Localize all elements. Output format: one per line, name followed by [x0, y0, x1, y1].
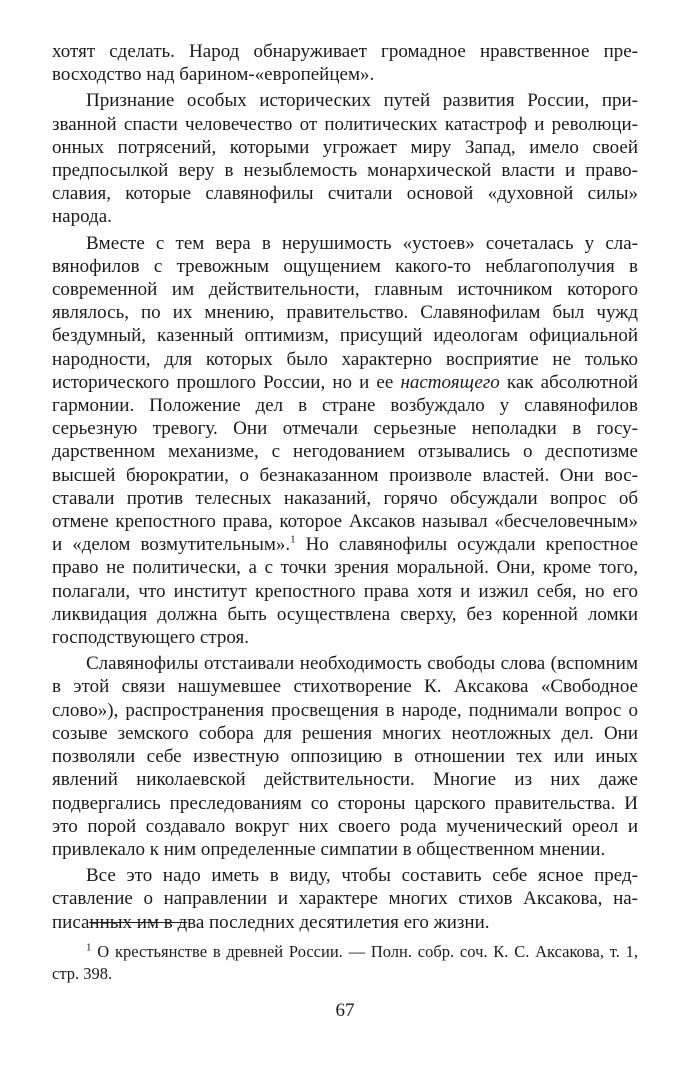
paragraph-3-text-a: Вместе с тем вера в нерушимость «устоев» сочеталась у славянофилов с тревожным ощущением какого-то неблагополучия в современной им действительности, главным источником которого являлось, по их мнению, правительство. Славянофилам был чужд бездумный, казенный оптимизм, присущий идеологам официальной народности, для которых было характерно восприятие не только исторического прошлого России, но и ее — [52, 232, 638, 393]
paragraph-3-text-c: Но славянофилы осуждали крепостное право не политически, а с точки зрения моральной. Они, кроме того, полагали, что институт крепостного права хотя и изжил себя, но его ликвидация должна быть осуществлена сверху, без коренной ломки господствующего строя. — [52, 534, 639, 649]
paragraph-2-text: Признание особых исторических путей развития России, призванной спасти человечество от политических катастроф и революционных потрясений, которыми угрожает миру Запад, имело своей предпосылкой веру в незыблемость монархической власти и православия, которые славянофилы считали основой «духовной силы» народа. — [52, 90, 638, 228]
page-number: 67 — [335, 1000, 355, 1021]
footnote — [52, 941, 638, 985]
footnote-text: О крестьянстве в древней России. — Полн. собр. соч. К. С. Аксакова, т. 1, стр. 398. — [52, 942, 638, 983]
paragraph-3-text-b: как абсолютной гармонии. Положение дел в стране возбуждало у славянофилов серьезную тревогу. Они отмечали серьезные неполадки в государственном механизме, с негодованием отзывались о деспотизме высшей бюрократии, о безнаказанном произволе властей. Они восставали против телесных наказаний, горячо обсуждали вопрос об отмене крепостного права, которое Аксаков называл «бесчеловечным» и «делом возмутительным». — [52, 371, 638, 556]
footnote-marker: 1 — [86, 941, 92, 954]
paragraph-2 — [52, 89, 638, 228]
paragraph-5-text: Все это надо иметь в виду, чтобы составить себе ясное представление о направлении и характере многих стихов Аксакова, написанных им в два последних десятилетия его жизни. — [52, 865, 638, 933]
paragraph-3 — [52, 232, 638, 650]
paragraph-5 — [52, 864, 638, 934]
footnote-divider — [89, 922, 187, 923]
paragraph-1-text: хотят сделать. Народ обнаруживает громадное нравственное превосходство над барином-«европейцем». — [52, 41, 638, 86]
footnote-reference: 1 — [290, 533, 296, 546]
paragraph-3-emphasis: настоящего — [400, 371, 500, 393]
paragraph-4 — [52, 652, 638, 861]
paragraph-4-text: Славянофилы отстаивали необходимость свободы слова (вспомним в этой связи нашумевшее стихотворение К. Аксакова «Свободное слово»), распространения просвещения в народе, поднимали вопрос о созыве земского собора для решения многих неотложных дел. Они позволяли себе известную оппозицию в отношении тех или иных явлений николаевской действительности. Многие из них даже подвергались преследованиям со стороны царского правительства. И это порой создавало вокруг них своего рода мученический ореол и привлекало к ним определенные симпатии в общественном мнении. — [52, 653, 638, 860]
page-body — [52, 40, 638, 934]
paragraph-1 — [52, 40, 638, 86]
